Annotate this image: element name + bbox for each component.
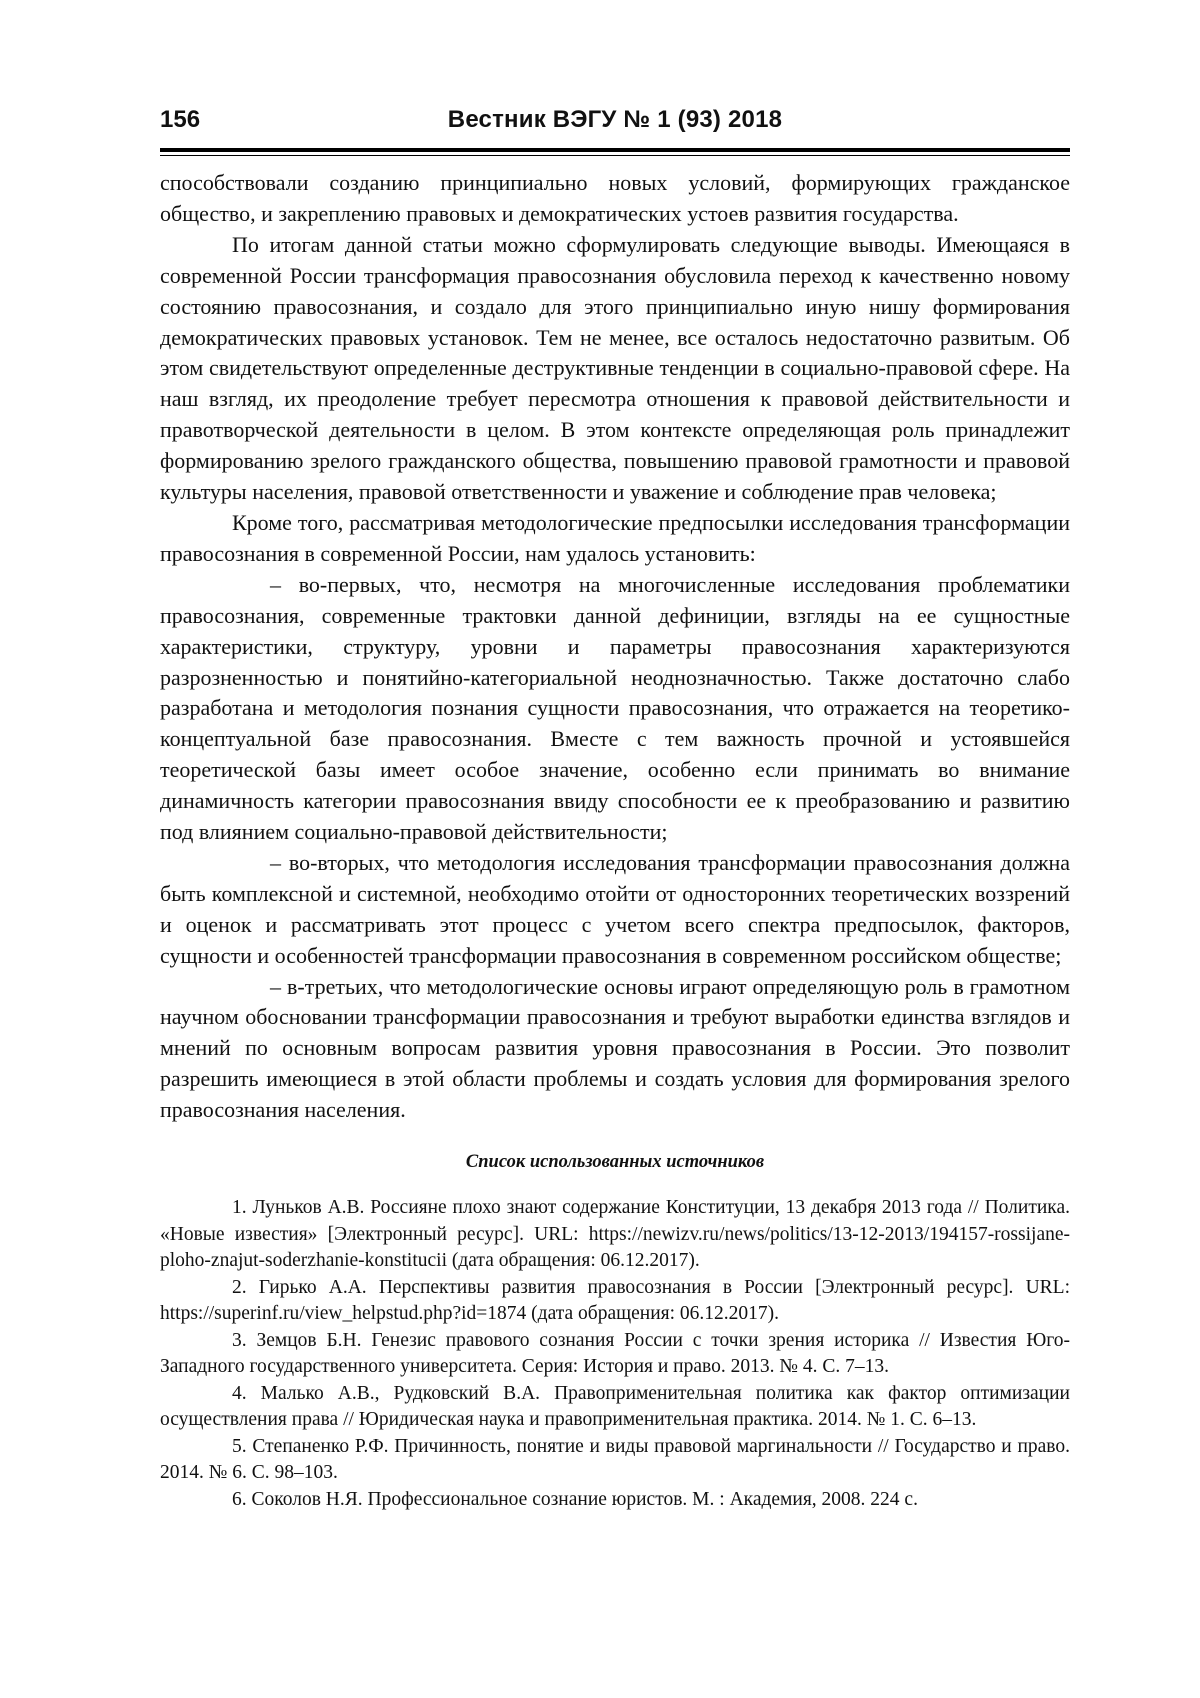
reference-item: 3. Земцов Б.Н. Генезис правового сознания России с точки зрения историка // Известия Юго-Западного государственного университета. Серия: История и право. 2013. № 4. С. 7–13. [160, 1329, 1070, 1378]
journal-title: Вестник ВЭГУ № 1 (93) 2018 [447, 106, 783, 133]
reference-item: 1. Луньков А.В. Россияне плохо знают содержание Конституции, 13 декабря 2013 года // Политика. «Новые известия» [Электронный ресурс]. URL: https://newizv.ru/news/politics/13-12-2013/194157-rossijane-ploho-znajut-soderzhanie-konstitucii (дата обращения: 06.12.2017). [160, 1197, 1070, 1272]
reference-item: 2. Гирько А.А. Перспективы развития правосознания в России [Электронный ресурс]. URL: https://superinf.ru/view_helpstud.php?id=1874 (дата обращения: 06.12.2017). [160, 1276, 1070, 1325]
body-paragraph: способствовали созданию принципиально новых условий, формирующих гражданское общество, и закреплению правовых и демократических устоев развития государства. [160, 170, 1070, 226]
reference-item: 4. Малько А.В., Рудковский В.А. Правоприменительная политика как фактор оптимизации осуществления права // Юридическая наука и правоприменительная практика. 2014. № 1. С. 6–13. [160, 1382, 1070, 1431]
references-list [160, 1195, 1070, 1513]
body-paragraph: Кроме того, рассматривая методологические предпосылки исследования трансформации правосознания в современной России, нам удалось установить: [160, 509, 1070, 566]
reference-item: 5. Степаненко Р.Ф. Причинность, понятие и виды правовой маргинальности // Государство и право. 2014. № 6. С. 98–103. [160, 1435, 1070, 1484]
list-item-paragraph: – во-вторых, что методология исследования трансформации правосознания должна быть комплексной и системной, необходимо отойти от односторонних теоретических воззрений и оценок и рассматривать этот процесс с учетом всего спектра предпосылок, факторов, сущности и особенностей трансформации правосознания в современном российском обществе; [160, 849, 1070, 968]
running-header [160, 106, 1070, 146]
reference-item: 6. Соколов Н.Я. Профессиональное сознание юристов. М. : Академия, 2008. 224 с. [232, 1488, 918, 1510]
list-item-paragraph: – в-третьих, что методологические основы играют определяющую роль в грамотном научном обосновании трансформации правосознания и требуют выработки единства взглядов и мнений по основным вопросам развития уровня правосознания в России. Это позволит разрешить имеющиеся в этой области проблемы и создать условия для формирования зрелого правосознания населения. [160, 973, 1070, 1123]
page-number: 156 [160, 106, 201, 133]
journal-page [160, 106, 1070, 1513]
body-paragraph: По итогам данной статьи можно сформулировать следующие выводы. Имеющаяся в современной России трансформация правосознания обусловила переход к качественно новому состоянию правосознания, и создало для этого принципиально иную нишу формирования демократических правовых установок. Тем не менее, все осталось недостаточно развитым. Об этом свидетельствуют определенные деструктивные тенденции в социально-правовой сфере. На наш взгляд, их преодоление требует пересмотра отношения к правовой действительности и правотворческой деятельности в целом. В этом контексте определяющая роль принадлежит формированию зрелого гражданского общества, повышению правовой грамотности и правовой культуры населения, правовой ответственности и уважение и соблюдение прав человека; [160, 231, 1070, 505]
references-heading: Список использованных источников [465, 1152, 765, 1173]
article-body [160, 168, 1070, 1126]
header-rule-thin [160, 155, 1070, 156]
list-item-paragraph: – во-первых, что, несмотря на многочисленные исследования проблематики правосознания, современные трактовки данной дефиниции, взгляды на ее сущностные характеристики, структуру, уровни и параметры правосознания характеризуются разрозненностью и понятийно-категориальной неоднозначностью. Также достаточно слабо разработана и методология познания сущности правосознания, что отражается на теоретико-концептуальной базе правосознания. Вместе с тем важность прочной и устоявшейся теоретической базы имеет особое значение, особенно если принимать во внимание динамичность категории правосознания ввиду способности ее к преобразованию и развитию под влиянием социально-правовой действительности; [160, 571, 1070, 845]
header-rule-thick [160, 148, 1070, 152]
